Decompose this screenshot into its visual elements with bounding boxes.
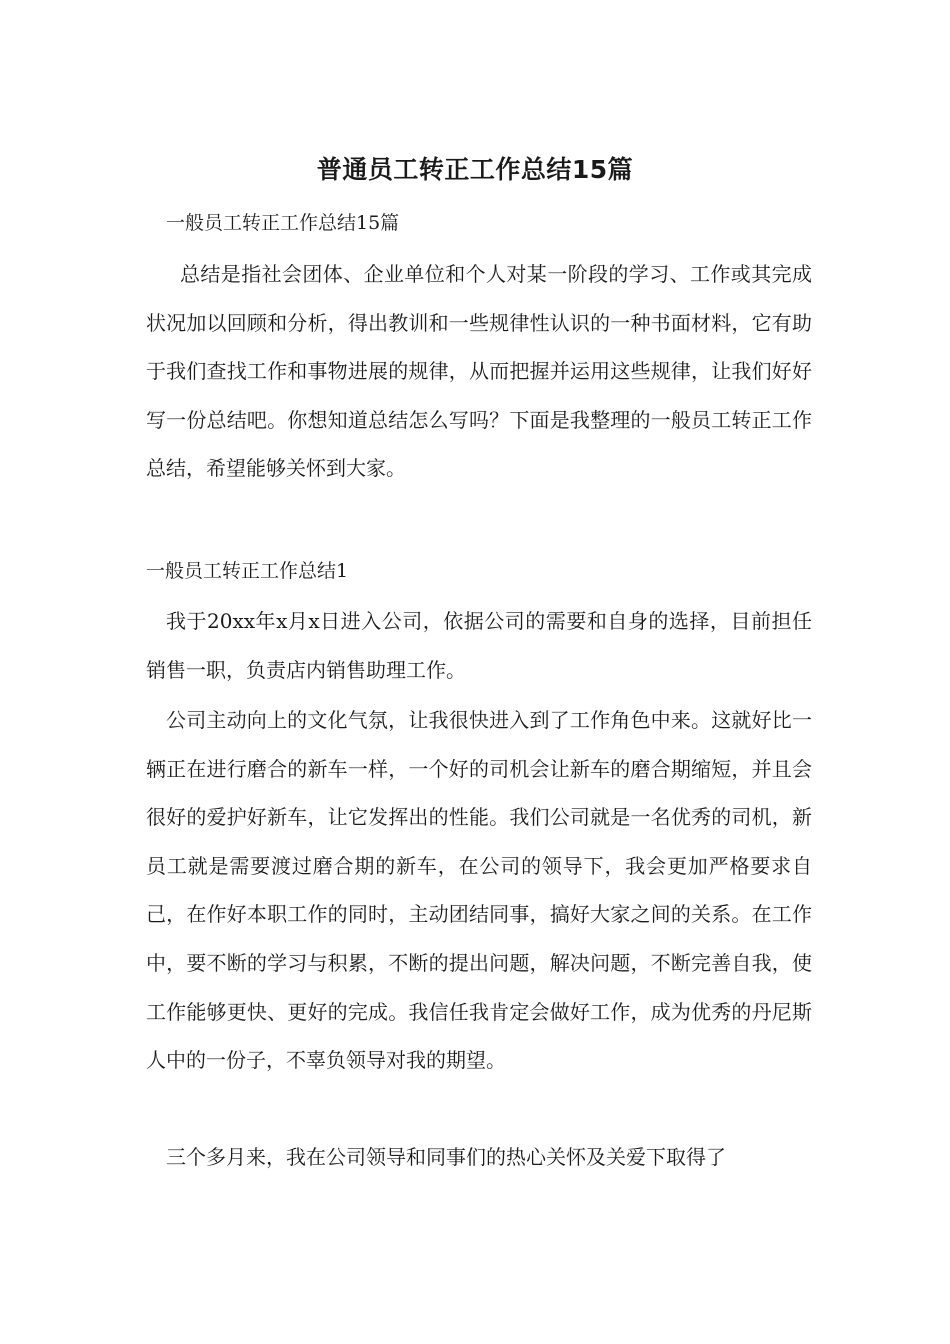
body-paragraph-3: 三个多月来，我在公司领导和同事们的热心关怀及关爱下取得了: [166, 1145, 726, 1169]
section-heading: 一般员工转正工作总结1: [146, 560, 349, 582]
body-paragraph-1: 我于20xx年x月x日进入公司，依据公司的需要和自身的选择，目前担任销售一职，负责店内销售助理工作。: [146, 609, 812, 682]
document-title: 普通员工转正工作总结15篇: [316, 155, 634, 184]
document-subtitle: 一般员工转正工作总结15篇: [166, 212, 400, 234]
body-paragraph-2: 公司主动向上的文化气氛，让我很快进入到了工作角色中来。这就好比一辆正在进行磨合的新车一样，一个好的司机会让新车的磨合期缩短，并且会很好的爱护好新车，让它发挥出的性能。我们公司就是一名优秀的司机，新员工就是需要渡过磨合期的新车，在公司的领导下，我会更加严格要求自己，在作好本职工作的同时，主动团结同事，搞好大家之间的关系。在工作中，要不断的学习与积累，不断的提出问题，解决问题，不断完善自我，使工作能够更快、更好的完成。我信任我肯定会做好工作，成为优秀的丹尼斯人中的一份子，不辜负领导对我的期望。: [146, 708, 812, 1073]
intro-paragraph: 总结是指社会团体、企业单位和个人对某一阶段的学习、工作或其完成状况加以回顾和分析，得出教训和一些规律性认识的一种书面材料，它有助于我们查找工作和事物进展的规律，从而把握并运用这些规律，让我们好好写一份总结吧。你想知道总结怎么写吗？下面是我整理的一般员工转正工作总结，希望能够关怀到大家。: [146, 262, 812, 481]
